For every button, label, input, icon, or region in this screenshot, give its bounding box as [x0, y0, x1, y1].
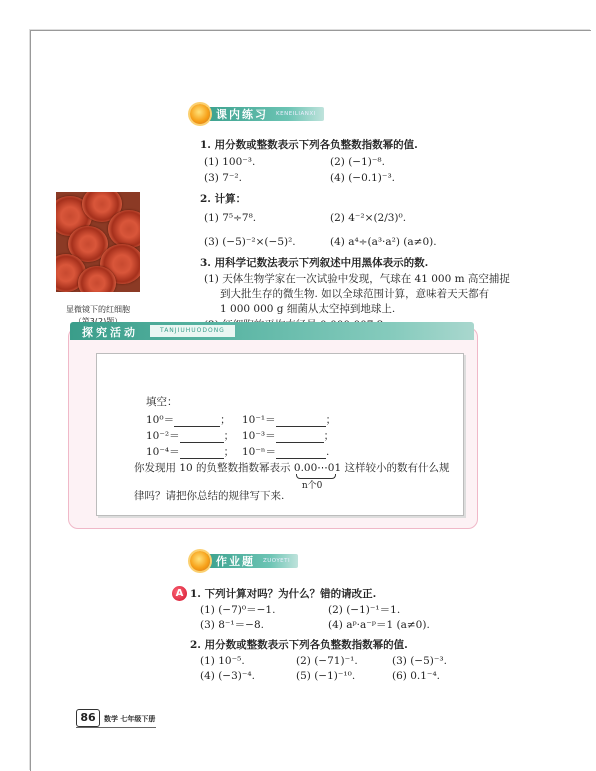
explore-question-line1	[134, 461, 450, 491]
page-number: 86	[76, 709, 100, 727]
practice-q1-item: (2) (−1)⁻⁸.	[330, 156, 385, 168]
practice-q1-item: (4) (−0.1)⁻³.	[330, 172, 395, 184]
explore-number-digits: 0.00⋯01	[293, 462, 342, 474]
photo-caption-line: 显微镜下的红细胞	[66, 305, 130, 314]
homework-q1-item: (2) (−1)⁻¹＝1.	[328, 604, 401, 616]
explore-expr: 10⁰＝	[146, 414, 175, 426]
homework-q2-stem: 2. 用分数或整数表示下列各负整数指数幂的值.	[190, 639, 408, 651]
homework-q2-item: (5) (−1)⁻¹⁰.	[296, 670, 356, 682]
homework-q1-stem: 1. 下列计算对吗？为什么？错的请改正.	[190, 588, 377, 600]
red-blood-cells-photo	[56, 192, 140, 292]
homework-q2-item: (6) 0.1⁻⁴.	[392, 670, 440, 682]
homework-banner	[190, 553, 298, 569]
homework-q2-item: (1) 10⁻⁵.	[200, 655, 245, 667]
explore-row	[242, 429, 334, 443]
explore-header	[70, 322, 474, 340]
explore-expr: 10⁻⁴＝	[146, 446, 180, 458]
explore-question-text: 你发现用 10 的负整数指数幂表示	[134, 462, 291, 474]
explore-question-text: 这样较小的数有什么规	[344, 462, 450, 474]
practice-q2-item: (2) 4⁻²×(2/3)⁰.	[330, 212, 407, 224]
homework-q2-item: (3) (−5)⁻³.	[392, 655, 447, 667]
explore-expr: 10⁻²＝	[146, 430, 180, 442]
homework-q2-item: (2) (−71)⁻¹.	[296, 655, 358, 667]
homework-banner-bar	[204, 554, 298, 568]
homework-q1-item: (4) aᵖ·a⁻ᵖ＝1 (a≠0).	[328, 619, 430, 631]
explore-tag: TANJIUHUODONG	[150, 325, 235, 337]
practice-q2-item: (1) 7⁵÷7⁸.	[204, 212, 257, 224]
underbrace-label: n个0	[301, 481, 323, 491]
explore-row	[242, 413, 336, 427]
homework-q2-item: (4) (−3)⁻⁴.	[200, 670, 255, 682]
explore-row	[242, 445, 329, 459]
explore-question-line2: 律吗？请把你总结的规律写下来.	[134, 490, 285, 502]
practice-q2-item: (4) a⁴÷(a³·a²) (a≠0).	[330, 236, 437, 248]
practice-q1-stem: 1. 用分数或整数表示下列各负整数指数幂的值.	[200, 139, 418, 151]
answer-blank[interactable]	[180, 432, 224, 443]
homework-q1-item: (1) (−7)⁰＝−1.	[200, 604, 276, 616]
explore-punct: ；	[323, 430, 335, 442]
answer-blank[interactable]	[276, 416, 326, 427]
sun-icon	[190, 104, 210, 124]
explore-punct: ；	[223, 446, 235, 458]
practice-q1-item: (3) 7⁻².	[204, 172, 242, 184]
explore-fill-label: 填空：	[146, 396, 178, 408]
practice-q3-item1-line: 1 000 000 g 细菌从太空掉到地球上.	[220, 303, 396, 315]
answer-blank[interactable]	[174, 416, 220, 427]
explore-punct: ；	[220, 414, 231, 426]
explore-row	[146, 429, 234, 443]
explore-expr: 10⁻ⁿ＝	[242, 446, 276, 458]
practice-banner-bar	[204, 107, 324, 121]
explore-number	[293, 461, 342, 491]
practice-title: 课内练习	[216, 108, 268, 121]
answer-blank[interactable]	[180, 448, 224, 459]
homework-title: 作业题	[216, 555, 255, 568]
answer-blank[interactable]	[276, 448, 326, 459]
explore-punct: .	[325, 446, 330, 458]
practice-q1-item: (1) 100⁻³.	[204, 156, 256, 168]
explore-expr: 10⁻³＝	[242, 430, 276, 442]
explore-row	[146, 413, 231, 427]
answer-blank[interactable]	[276, 432, 324, 443]
explore-row	[146, 445, 234, 459]
practice-q3-stem: 3. 用科学记数法表示下列叙述中用黑体表示的数.	[200, 257, 429, 269]
book-label: 数学 七年级下册	[104, 715, 156, 723]
level-a-badge: A	[172, 586, 187, 601]
practice-banner	[190, 106, 324, 122]
explore-punct: ；	[223, 430, 235, 442]
practice-q2-item: (3) (−5)⁻²×(−5)².	[204, 236, 296, 248]
homework-q1-item: (3) 8⁻¹＝−8.	[200, 619, 264, 631]
explore-title: 探究活动	[82, 326, 138, 339]
practice-q3-item1-line: 到大批生存的微生物. 如以全球范围计算，意味着天天都有	[220, 288, 490, 300]
homework-subtitle: ZUOYETI	[263, 558, 291, 564]
explore-punct: ；	[325, 414, 337, 426]
explore-expr: 10⁻¹＝	[242, 414, 276, 426]
sun-icon	[190, 551, 210, 571]
practice-q3-item1-line: (1) 天体生物学家在一次试验中发现，气球在 41 000 m 高空捕捉	[204, 273, 510, 285]
footer-divider	[76, 727, 156, 728]
practice-subtitle: KENEILIANXI	[276, 111, 316, 117]
practice-q2-stem: 2. 计算：	[200, 193, 247, 205]
